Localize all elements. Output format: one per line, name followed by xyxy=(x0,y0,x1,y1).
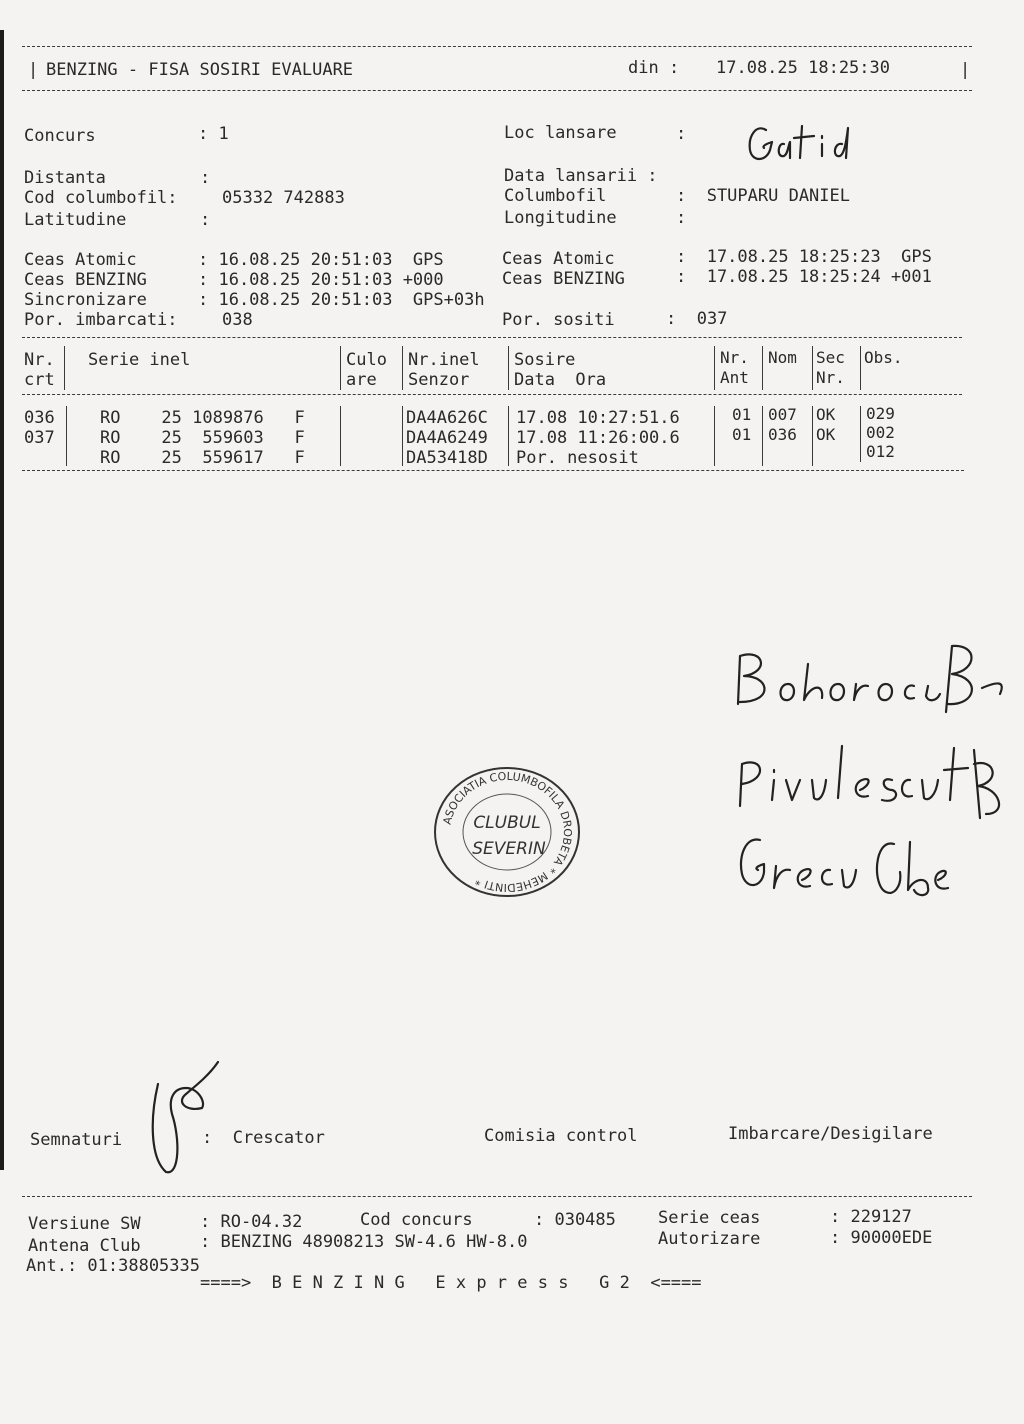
divider xyxy=(22,394,962,395)
header-left-bar: | xyxy=(28,60,39,80)
serie-ceas-value: : 229127 xyxy=(830,1207,912,1227)
cell-sec: OK xyxy=(816,425,836,444)
cell-obs: 002 xyxy=(866,423,895,442)
col-rule xyxy=(402,346,403,390)
th-obs: Obs. xyxy=(864,348,903,367)
th-crt: crt xyxy=(24,370,55,390)
col-rule xyxy=(64,346,65,390)
th-nr-inel: Nr.inel xyxy=(408,350,480,370)
ceas-atomic-label-start: Ceas Atomic xyxy=(24,250,137,270)
cell-sec: OK xyxy=(816,405,836,424)
versiune-value: : RO-04.32 xyxy=(200,1212,303,1232)
th-sec: Sec xyxy=(816,348,845,367)
th-serie-inel: Serie inel xyxy=(88,350,191,370)
th-culoare: Culo xyxy=(346,350,387,370)
cell-arrival: 17.08 10:27:51.6 xyxy=(516,408,680,428)
col-rule xyxy=(714,406,715,466)
col-rule xyxy=(860,406,861,462)
stamp-ring-text: ASOCIATIA COLUMBOFILA DROBETA * MEHEDINTI * xyxy=(440,769,575,895)
autorizare-value: : 90000EDE xyxy=(830,1228,933,1248)
header-right-bar: | xyxy=(960,60,971,80)
cell-ant: 01 xyxy=(732,405,752,424)
longitudine-label: Longitudine xyxy=(504,208,617,228)
concurs-value: : 1 xyxy=(198,124,229,144)
cell-obs: 029 xyxy=(866,404,895,423)
concurs-label: Concurs xyxy=(24,126,96,146)
cell-nom: 036 xyxy=(768,425,797,444)
sincronizare-value: : 16.08.25 20:51:03 GPS+03h xyxy=(198,290,485,310)
col-rule xyxy=(66,406,67,466)
imbarcare-desigilare-label: Imbarcare/Desigilare xyxy=(728,1124,933,1144)
columbofil-value: : STUPARU DANIEL xyxy=(676,186,850,206)
ceas-atomic-label-end: Ceas Atomic xyxy=(502,249,615,269)
th-nom: Nom xyxy=(768,348,797,367)
breeder-signature xyxy=(146,1058,226,1180)
loc-lansare-sep: : xyxy=(676,124,687,144)
latitudine-sep: : xyxy=(200,210,211,230)
scan-edge xyxy=(0,30,4,1170)
col-rule xyxy=(508,346,509,390)
th-ant: Ant xyxy=(720,368,749,387)
antenna-id: Ant.: 01:38805335 xyxy=(26,1256,200,1276)
cell-ring: RO 25 1089876 F xyxy=(100,408,305,428)
col-rule xyxy=(762,406,763,466)
divider xyxy=(22,90,972,91)
cell-arrival: 17.08 11:26:00.6 xyxy=(516,428,680,448)
cell-arrival: Por. nesosit xyxy=(516,448,639,468)
club-stamp xyxy=(432,766,582,898)
autorizare-label: Autorizare xyxy=(658,1229,761,1249)
handwritten-signature-3 xyxy=(734,826,964,906)
benzing-express-banner: ====> B E N Z I N G E x p r e s s G 2 <==== xyxy=(200,1273,702,1293)
cell-sensor: DA4A626C xyxy=(406,408,488,428)
col-rule xyxy=(762,346,763,390)
semnaturi-label: Semnaturi xyxy=(30,1130,123,1150)
imbarcati-label: Por. imbarcati: xyxy=(24,310,178,330)
cell-sensor: DA53418D xyxy=(406,448,488,468)
distanta-sep: : xyxy=(200,168,211,188)
sincronizare-label: Sincronizare xyxy=(24,290,147,310)
cell-obs: 012 xyxy=(866,442,895,461)
sositi-value: : 037 xyxy=(666,309,728,329)
th-data-ora: Data Ora xyxy=(514,370,607,390)
sositi-label: Por. sositi xyxy=(502,310,615,330)
latitudine-label: Latitudine xyxy=(24,210,127,230)
handwritten-signature-2 xyxy=(734,734,1024,820)
col-rule xyxy=(860,346,861,390)
cod-concurs-label: Cod concurs xyxy=(360,1210,473,1230)
comisia-control-label: Comisia control xyxy=(484,1126,638,1146)
ceas-atomic-value-start: : 16.08.25 20:51:03 GPS xyxy=(198,250,444,270)
col-rule xyxy=(714,346,715,390)
serie-ceas-label: Serie ceas xyxy=(658,1208,761,1228)
th-nr: Nr. xyxy=(24,350,55,370)
cell-nr: 036 xyxy=(24,408,55,428)
columbofil-label: Columbofil xyxy=(504,186,607,206)
th-culoare-2: are xyxy=(346,370,377,390)
divider xyxy=(22,46,972,47)
divider xyxy=(22,337,962,338)
ceas-atomic-value-end: : 17.08.25 18:25:23 GPS xyxy=(676,247,932,267)
th-senzor: Senzor xyxy=(408,370,470,390)
ceas-benzing-value-end: : 17.08.25 18:25:24 +001 xyxy=(676,267,932,287)
stamp-text-clubul: CLUBUL xyxy=(473,813,541,833)
imbarcati-value: 038 xyxy=(222,310,253,330)
th-nr-ant: Nr. xyxy=(720,348,749,367)
crescator-label: : Crescator xyxy=(202,1128,325,1148)
print-timestamp: 17.08.25 18:25:30 xyxy=(716,58,890,78)
col-rule xyxy=(340,406,341,466)
ceas-benzing-value-start: : 16.08.25 20:51:03 +000 xyxy=(198,270,444,290)
antena-label: Antena Club xyxy=(28,1236,141,1256)
stamp-text-severin: SEVERIN xyxy=(472,839,546,859)
divider xyxy=(22,470,964,471)
col-rule xyxy=(812,406,813,466)
ceas-benzing-label-end: Ceas BENZING xyxy=(502,269,625,289)
loc-lansare-label: Loc lansare xyxy=(504,123,617,143)
ceas-benzing-label-start: Ceas BENZING xyxy=(24,270,147,290)
handwritten-location xyxy=(742,114,862,170)
antena-value: : BENZING 48908213 SW-4.6 HW-8.0 xyxy=(200,1232,528,1252)
col-rule xyxy=(340,346,341,390)
th-sosire: Sosire xyxy=(514,350,576,370)
date-label: din : xyxy=(628,58,680,78)
th-sec-nr: Nr. xyxy=(816,368,845,387)
cod-concurs-value: : 030485 xyxy=(534,1210,616,1230)
col-rule xyxy=(402,406,403,466)
col-rule xyxy=(812,346,813,390)
col-rule xyxy=(508,406,509,466)
cell-ring: RO 25 559617 F xyxy=(100,448,305,468)
cell-ring: RO 25 559603 F xyxy=(100,428,305,448)
document-title: BENZING - FISA SOSIRI EVALUARE xyxy=(46,60,354,80)
cod-columbofil-value: 05332 742883 xyxy=(222,188,345,208)
longitudine-sep: : xyxy=(676,208,687,228)
cell-ant: 01 xyxy=(732,425,752,444)
cell-sensor: DA4A6249 xyxy=(406,428,488,448)
data-lansarii-label: Data lansarii : xyxy=(504,166,658,186)
cell-nom: 007 xyxy=(768,405,797,424)
divider xyxy=(22,1196,972,1197)
handwritten-signature-1 xyxy=(730,636,1010,716)
cell-nr: 037 xyxy=(24,428,55,448)
distanta-label: Distanta xyxy=(24,168,106,188)
cod-columbofil-label: Cod columbofil: xyxy=(24,188,178,208)
versiune-label: Versiune SW xyxy=(28,1214,141,1234)
